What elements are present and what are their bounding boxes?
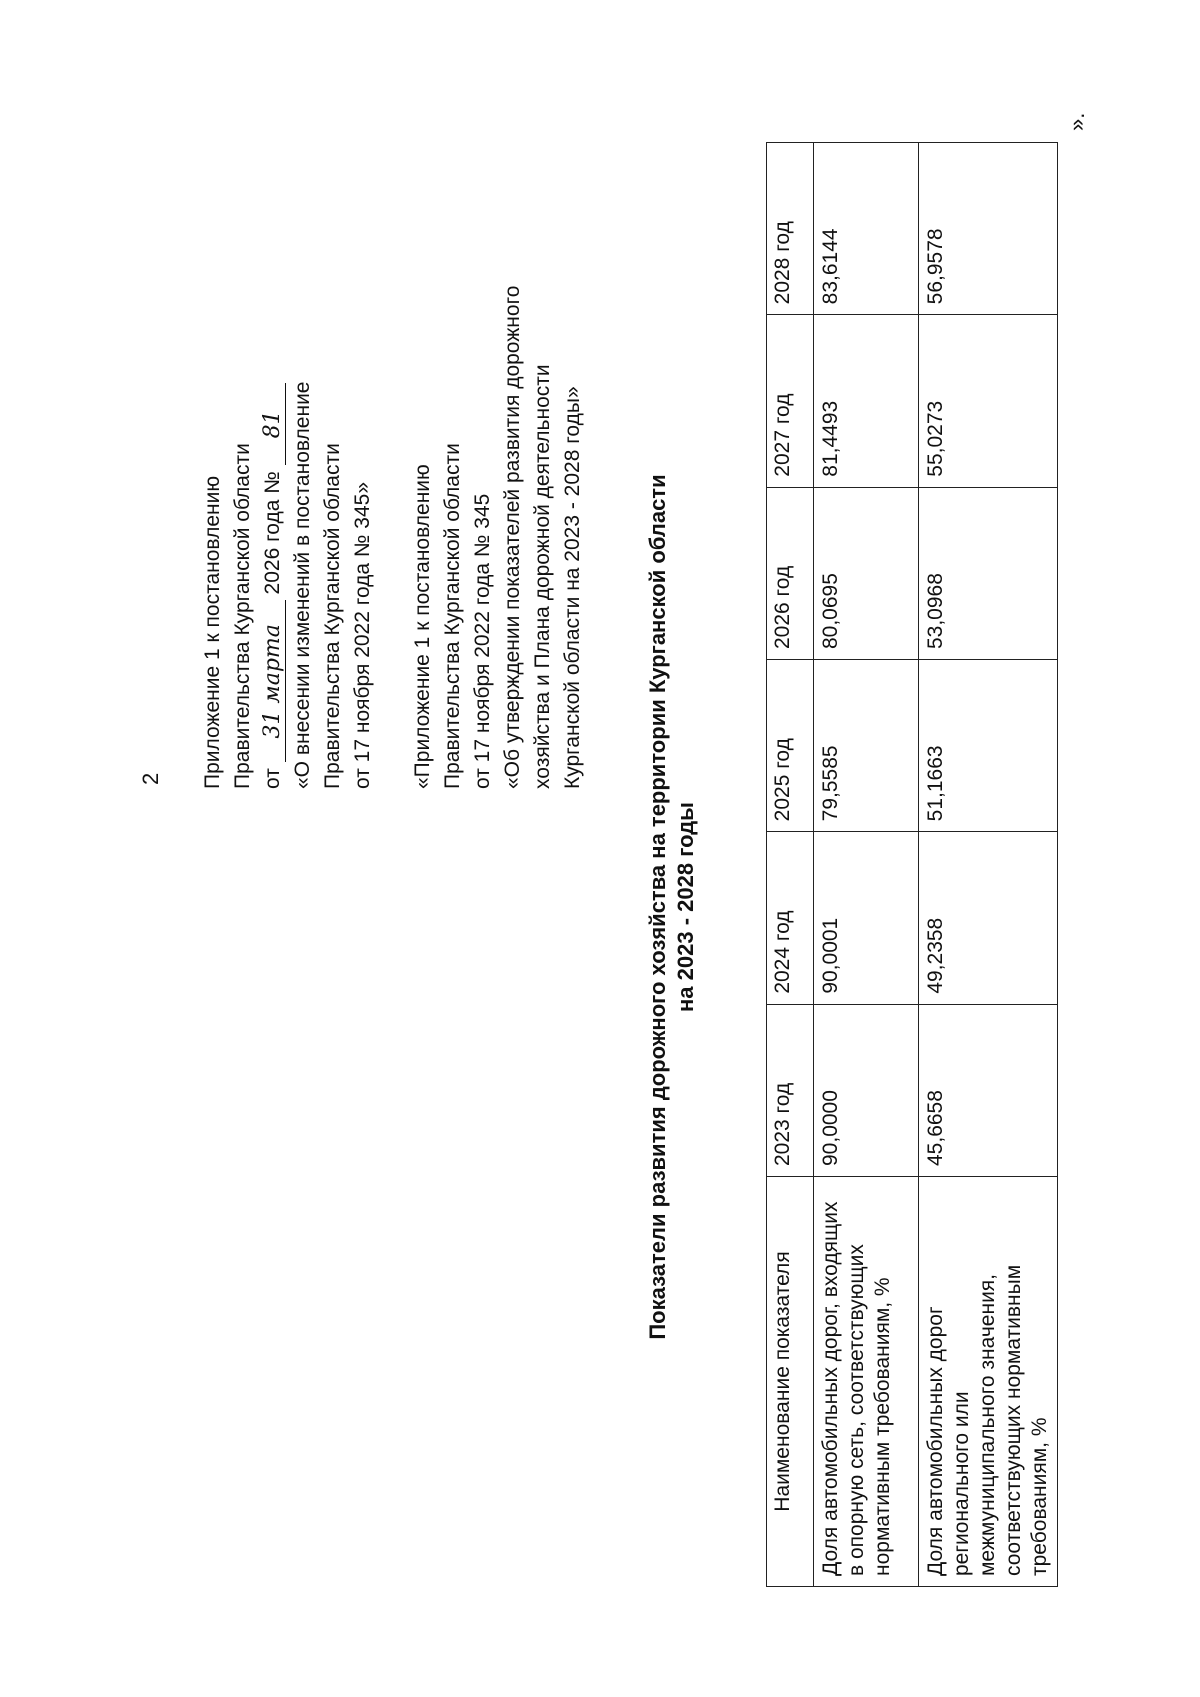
closing-quote-mark: ». bbox=[1064, 112, 1089, 131]
subject-line-1: «О внесении изменений в постановление bbox=[291, 381, 314, 789]
approval-line-2: Правительства Курганской области bbox=[231, 443, 254, 789]
cell-value: 56,9578 bbox=[919, 143, 1058, 315]
cell-value: 51,1663 bbox=[919, 660, 1058, 832]
cell-value: 49,2358 bbox=[919, 832, 1058, 1004]
header-2028: 2028 год bbox=[767, 143, 814, 315]
subject-line-2: Правительства Курганской области bbox=[321, 443, 344, 789]
approval-block bbox=[198, 69, 588, 789]
date-suffix: 2026 года № bbox=[261, 471, 284, 595]
cell-value: 45,6658 bbox=[919, 1004, 1058, 1176]
cell-value: 83,6144 bbox=[814, 143, 919, 315]
cell-value: 90,0001 bbox=[814, 832, 919, 1004]
table-row bbox=[919, 143, 1058, 1587]
cell-value: 55,0273 bbox=[919, 315, 1058, 487]
approval-date-line bbox=[258, 69, 288, 789]
original-appendix-line-3: от 17 ноября 2022 года № 345 bbox=[471, 493, 494, 789]
indicators-table bbox=[766, 142, 1058, 1587]
cell-value: 79,5585 bbox=[814, 660, 919, 832]
date-prefix: от bbox=[261, 768, 284, 789]
original-appendix-line-4: «Об утверждении показателей развития дорожного bbox=[501, 285, 524, 789]
cell-value: 80,0695 bbox=[814, 487, 919, 659]
header-2025: 2025 год bbox=[767, 660, 814, 832]
cell-indicator-name: Доля автомобильных дорог, входящих в опорную сеть, соответствующих нормативным требованиям, % bbox=[814, 1177, 919, 1587]
block-spacer bbox=[378, 69, 408, 789]
cell-value: 81,4493 bbox=[814, 315, 919, 487]
title-line-1: Показатели развития дорожного хозяйства на территории Курганской области bbox=[645, 474, 670, 1340]
approval-line-1: Приложение 1 к постановлению bbox=[201, 475, 224, 789]
handwritten-date: 31 марта bbox=[261, 600, 286, 762]
cell-value: 90,0000 bbox=[814, 1004, 919, 1176]
page-number: 2 bbox=[138, 772, 163, 785]
original-appendix-line-6: Курганской области на 2023 - 2028 годы» bbox=[561, 386, 584, 789]
table-row bbox=[814, 143, 919, 1587]
document-title bbox=[644, 297, 700, 1517]
original-appendix-line-2: Правительства Курганской области bbox=[441, 443, 464, 789]
original-appendix-line-1: «Приложение 1 к постановлению bbox=[411, 464, 434, 789]
table-header-row bbox=[767, 143, 814, 1587]
header-2026: 2026 год bbox=[767, 487, 814, 659]
original-appendix-line-5: хозяйства и Плана дорожной деятельности bbox=[531, 364, 554, 789]
cell-value: 53,0968 bbox=[919, 487, 1058, 659]
cell-indicator-name: Доля автомобильных дорог регионального или межмуниципального значения, соответствующих нормативным требованиям, % bbox=[919, 1177, 1058, 1587]
subject-line-3: от 17 ноября 2022 года № 345» bbox=[351, 481, 374, 789]
header-2023: 2023 год bbox=[767, 1004, 814, 1176]
title-line-2: на 2023 - 2028 годы bbox=[673, 802, 698, 1012]
header-2024: 2024 год bbox=[767, 832, 814, 1004]
header-2027: 2027 год bbox=[767, 315, 814, 487]
header-indicator-name: Наименование показателя bbox=[767, 1177, 814, 1587]
handwritten-number: 81 bbox=[261, 383, 286, 465]
